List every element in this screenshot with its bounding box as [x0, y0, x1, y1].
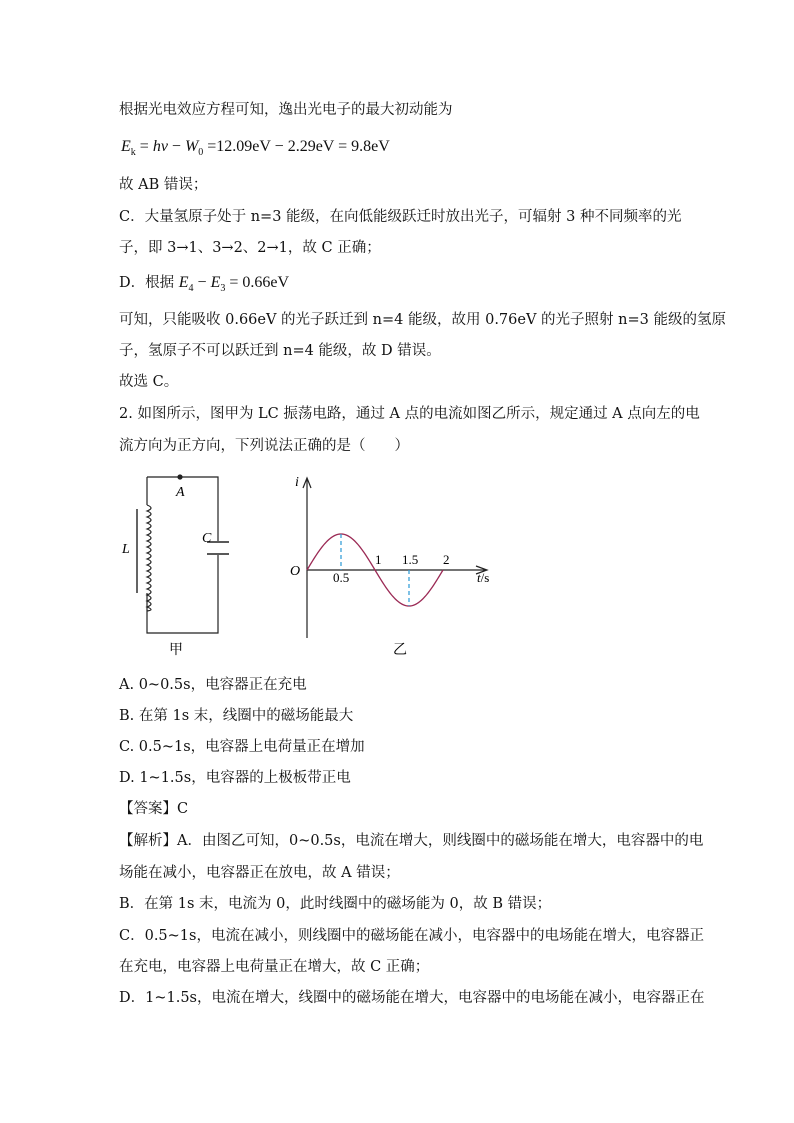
lc-circuit-figure: [115, 465, 245, 660]
tick-label-0-5: 0.5: [333, 570, 350, 585]
text-line: 子，即 3→1、3→2、2→1，故 C 正确；: [119, 240, 381, 256]
eq-part: −: [193, 274, 211, 291]
text-line: 可知，只能吸收 0.66eV 的光子跃迁到 n=4 能级，故用 0.76eV 的光子照射 n=3 能级的氢原: [119, 312, 726, 328]
analysis-line: C．0.5~1s，电流在减小，则线圈中的磁场能在减小，电容器中的电场能在增大，电容器正: [119, 928, 704, 944]
label-l: L: [122, 542, 130, 557]
eq-symbol: E: [210, 274, 221, 291]
eq-symbol: E: [121, 138, 131, 155]
caption-jia: 甲: [169, 643, 183, 658]
eq-sub: k: [130, 147, 136, 159]
analysis-line: D．1~1.5s，电流在增大，线圈中的磁场能在增大，电容器中的电场能在减小，电容器正在: [119, 990, 705, 1006]
eq-symbol: ν: [160, 138, 168, 155]
eq-symbol: E: [178, 274, 189, 291]
text-part: D．根据: [119, 275, 175, 291]
eq-symbol: h: [152, 138, 161, 155]
eq-part: =12.09eV − 2.29eV = 9.8eV: [203, 138, 390, 155]
tick-label-1-5: 1.5: [402, 552, 419, 567]
eq-part: −: [167, 138, 185, 155]
current-time-graph: [280, 470, 510, 665]
node-a-dot: [177, 474, 182, 479]
eq-sub: 4: [188, 283, 194, 295]
text-line: 子，氢原子不可以跃迁到 n=4 能级，故 D 错误。: [119, 343, 441, 359]
option-b: B. 在第 1s 末，线圈中的磁场能最大: [119, 708, 354, 724]
text-line: 故 AB 错误；: [119, 177, 208, 193]
eq-sub: 3: [220, 283, 226, 295]
x-axis-label: [477, 570, 489, 585]
text-line: [119, 272, 289, 300]
analysis-line: 【解析】A．由图乙可知，0~0.5s，电流在增大，则线圈中的磁场能在增大，电容器中的电: [119, 833, 704, 849]
option-d: D. 1~1.5s，电容器的上极板带正电: [119, 770, 351, 786]
analysis-line: 在充电，电容器上电荷量正在增大，故 C 正确；: [119, 959, 430, 975]
text-line: 故选 C。: [119, 374, 179, 390]
analysis-line: 场能在减小，电容器正在放电，故 A 错误；: [119, 865, 400, 881]
question-line: 2. 如图所示，图甲为 LC 振荡电路，通过 A 点的电流如图乙所示，规定通过 A 点向左的电: [119, 406, 700, 422]
tick-label-1: 1: [375, 552, 382, 567]
tick-label-2: 2: [443, 552, 450, 567]
analysis-line: B．在第 1s 末，电流为 0，此时线圈中的磁场能为 0，故 B 错误；: [119, 896, 552, 912]
caption-yi: 乙: [393, 643, 407, 658]
text-line: C．大量氢原子处于 n=3 能级，在向低能级跃迁时放出光子，可辐射 3 种不同频率的光: [119, 209, 682, 225]
x-axis-unit: /s: [480, 570, 490, 585]
text-line: 根据光电效应方程可知，逸出光电子的最大初动能为: [119, 102, 453, 118]
label-a: A: [176, 485, 185, 500]
answer-line: 【答案】C: [119, 801, 189, 817]
question-line: 流方向为正方向，下列说法正确的是（ ）: [119, 438, 409, 454]
equation-energy-diff: [178, 274, 290, 295]
eq-sub: 0: [198, 147, 204, 159]
equation-kinetic-energy: [121, 136, 390, 164]
option-c: C. 0.5~1s，电容器上电荷量正在增加: [119, 739, 365, 755]
label-i: i: [295, 475, 299, 490]
x-axis-symbol: t: [477, 570, 481, 585]
label-c: C: [202, 531, 212, 546]
option-a: A. 0~0.5s，电容器正在充电: [119, 677, 307, 693]
eq-part: =: [135, 138, 153, 155]
eq-part: = 0.66eV: [225, 274, 290, 291]
eq-symbol: W: [184, 138, 199, 155]
label-origin: O: [290, 564, 301, 579]
